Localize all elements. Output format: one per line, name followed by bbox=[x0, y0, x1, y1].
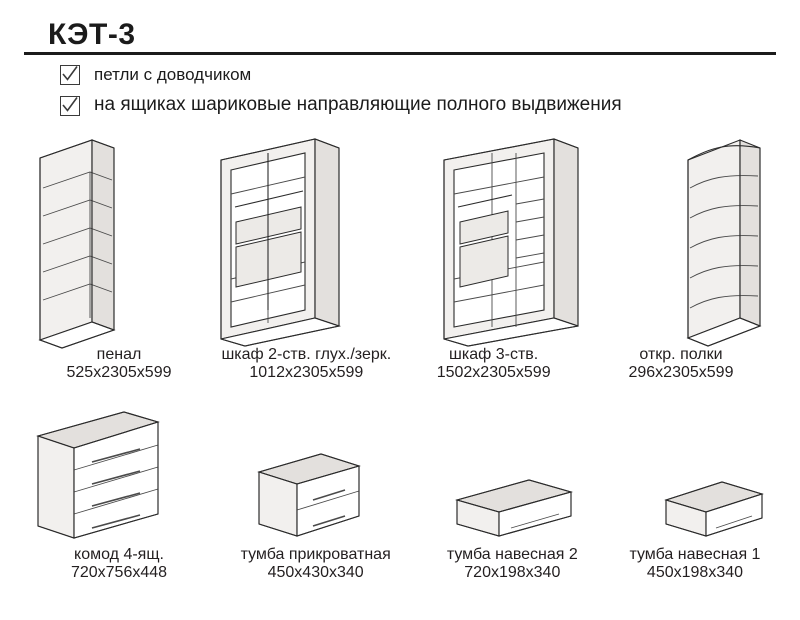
product-name: комод 4-ящ. bbox=[74, 545, 164, 563]
product-caption bbox=[217, 346, 395, 382]
product-dims: 720x198x340 bbox=[464, 563, 561, 581]
product-caption bbox=[227, 546, 405, 582]
wall-cabinet-1-illustration bbox=[658, 466, 770, 546]
open-shelves-illustration bbox=[674, 134, 770, 346]
catalog-page bbox=[0, 20, 800, 620]
product-dresser-4drawer bbox=[30, 406, 170, 546]
product-row-bottom bbox=[24, 396, 776, 546]
product-wardrobe-2door bbox=[205, 134, 355, 346]
product-wardrobe-3door bbox=[436, 134, 594, 346]
product-dims: 296x2305x599 bbox=[628, 363, 734, 381]
product-bedside-table bbox=[249, 436, 369, 546]
wardrobe-2door-illustration bbox=[205, 134, 355, 346]
checkbox-checked-icon bbox=[60, 65, 80, 85]
product-wall-cabinet-1 bbox=[658, 466, 770, 546]
product-caption bbox=[30, 346, 208, 382]
feature-item bbox=[60, 65, 776, 85]
product-dims: 720x756x448 bbox=[70, 563, 168, 581]
wardrobe-3door-illustration bbox=[436, 134, 594, 346]
product-name: тумба прикроватная bbox=[240, 545, 391, 563]
captions-row-top bbox=[24, 346, 776, 382]
product-dims: 450x430x340 bbox=[267, 563, 364, 581]
bedside-table-illustration bbox=[249, 436, 369, 546]
product-name: шкаф 2-ств. глух./зерк. bbox=[221, 345, 392, 363]
product-caption bbox=[592, 346, 770, 382]
product-name: пенал bbox=[96, 345, 142, 363]
product-name: откр. полки bbox=[639, 345, 723, 363]
product-caption bbox=[405, 346, 583, 382]
dresser-4drawer-illustration bbox=[30, 406, 170, 546]
captions-row-bottom bbox=[24, 546, 776, 582]
feature-label: на ящиках шариковые направляющие полного выдвижения bbox=[94, 94, 622, 116]
tall-cabinet-illustration bbox=[30, 136, 125, 346]
product-dims: 1012x2305x599 bbox=[249, 363, 364, 381]
product-name: шкаф 3-ств. bbox=[449, 345, 539, 363]
checkbox-checked-icon bbox=[60, 96, 80, 116]
page-title: КЭТ-3 bbox=[48, 18, 136, 52]
product-name: тумба навесная 2 bbox=[446, 545, 578, 563]
product-name: тумба навесная 1 bbox=[629, 545, 761, 563]
feature-item bbox=[60, 95, 776, 116]
product-dims: 525x2305x599 bbox=[66, 363, 172, 381]
features-list bbox=[60, 65, 776, 116]
wall-cabinet-2-illustration bbox=[449, 466, 579, 546]
product-dims: 450x198x340 bbox=[646, 563, 744, 581]
product-caption bbox=[423, 546, 601, 582]
product-tall-cabinet bbox=[30, 136, 125, 346]
product-row-top bbox=[24, 126, 776, 346]
product-open-shelves bbox=[674, 134, 770, 346]
product-caption bbox=[30, 546, 208, 582]
product-caption bbox=[620, 546, 770, 582]
title-divider bbox=[24, 52, 776, 55]
feature-label: петли с доводчиком bbox=[94, 64, 252, 84]
product-dims: 1502x2305x599 bbox=[436, 363, 551, 381]
product-wall-cabinet-2 bbox=[449, 466, 579, 546]
